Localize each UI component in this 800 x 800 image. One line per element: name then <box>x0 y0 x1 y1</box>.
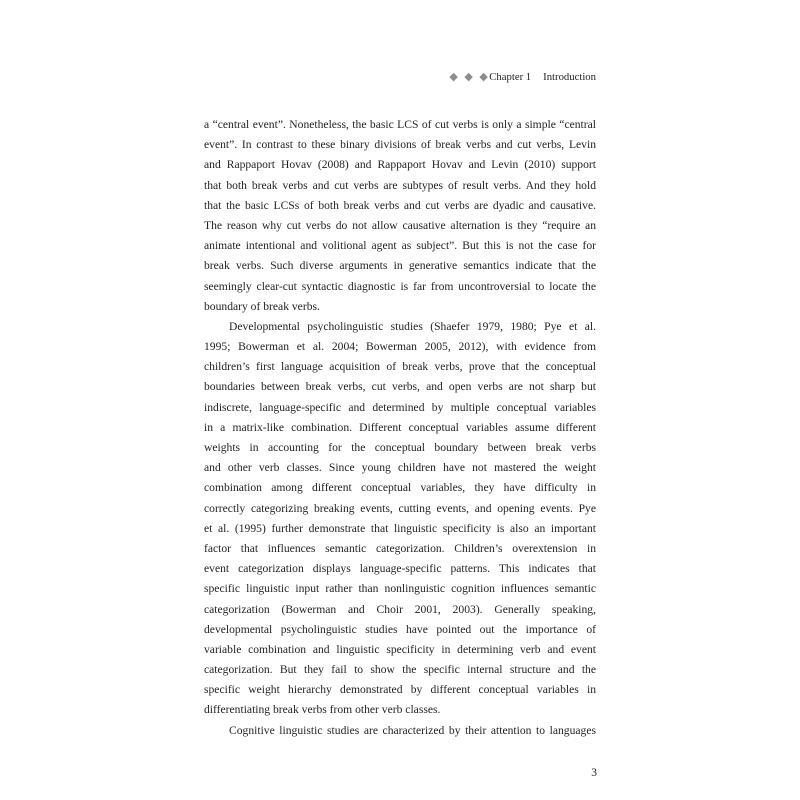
text-line: specific weight hierarchy demonstrated by different conceptual variables in <box>204 683 596 697</box>
text-line: factor that influences semantic categorization. Children’s overextension in <box>204 541 596 555</box>
text-line: categorization. But they fail to show the specific internal structure and the <box>204 663 596 677</box>
text-line: The reason why cut verbs do not allow causative alternation is they “require an <box>204 218 596 232</box>
paragraph <box>204 317 596 721</box>
text-line: 1995; Bowerman et al. 2004; Bowerman 2005, 2012), with evidence from <box>204 340 596 354</box>
text-line: event”. In contrast to these binary divisions of break verbs and cut verbs, Levin <box>204 138 596 152</box>
text-line: in a matrix-like combination. Different conceptual variables assume different <box>204 420 596 434</box>
text-line: weights in accounting for the conceptual boundary between break verbs <box>204 441 596 454</box>
diamond-ornament-icon: ◆ ◆ ◆ <box>449 70 490 83</box>
chapter-title: Introduction <box>543 71 596 83</box>
text-line: indiscrete, language-specific and determined by multiple conceptual variables <box>204 400 596 414</box>
text-line: Developmental psycholinguistic studies (Shaefer 1979, 1980; Pye et al. <box>229 319 596 333</box>
text-line: event categorization displays language-specific patterns. This indicates that <box>204 562 596 576</box>
page-number: 3 <box>591 767 597 779</box>
text-line: that both break verbs and cut verbs are subtypes of result verbs. And they hold <box>204 178 596 192</box>
text-line: variable combination and linguistic specificity in determining verb and event <box>204 642 596 656</box>
text-line: boundary of break verbs. <box>204 299 320 313</box>
text-line: categorization (Bowerman and Choir 2001, 2003). Generally speaking, <box>204 602 596 616</box>
chapter-label: Chapter 1 <box>489 71 532 83</box>
text-line: seemingly clear-cut syntactic diagnostic is far from uncontroversial to locate the <box>204 279 596 293</box>
running-header <box>449 70 596 84</box>
text-line: et al. (1995) further demonstrate that linguistic specificity is also an important <box>204 521 596 535</box>
text-line: boundaries between break verbs, cut verbs, and open verbs are not sharp but <box>204 380 596 394</box>
paragraph <box>204 721 596 741</box>
body-text <box>204 115 596 741</box>
text-line: developmental psycholinguistic studies have pointed out the importance of <box>204 622 596 636</box>
text-line: specific linguistic input rather than nonlinguistic cognition influences semantic <box>204 582 596 596</box>
text-line: and Rappaport Hovav (2008) and Rappaport Hovav and Levin (2010) support <box>204 158 596 172</box>
text-line: animate intentional and volitional agent as subject”. But this is not the case for <box>204 239 596 253</box>
text-line: combination among different conceptual variables, they have difficulty in <box>204 481 596 495</box>
text-line: correctly categorizing breaking events, cutting events, and opening events. Pye <box>204 501 596 515</box>
text-line: break verbs. Such diverse arguments in generative semantics indicate that the <box>204 259 596 273</box>
text-line: a “central event”. Nonetheless, the basic LCS of cut verbs is only a simple “central <box>204 118 596 131</box>
paragraph <box>204 115 596 317</box>
text-line: children’s first language acquisition of break verbs, prove that the conceptual <box>204 360 596 374</box>
text-line: Cognitive linguistic studies are characterized by their attention to languages <box>229 723 596 737</box>
text-line: differentiating break verbs from other verb classes. <box>204 703 441 717</box>
text-line: that the basic LCSs of both break verbs and cut verbs are dyadic and causative. <box>204 198 596 212</box>
text-line: and other verb classes. Since young children have not mastered the weight <box>204 461 596 475</box>
